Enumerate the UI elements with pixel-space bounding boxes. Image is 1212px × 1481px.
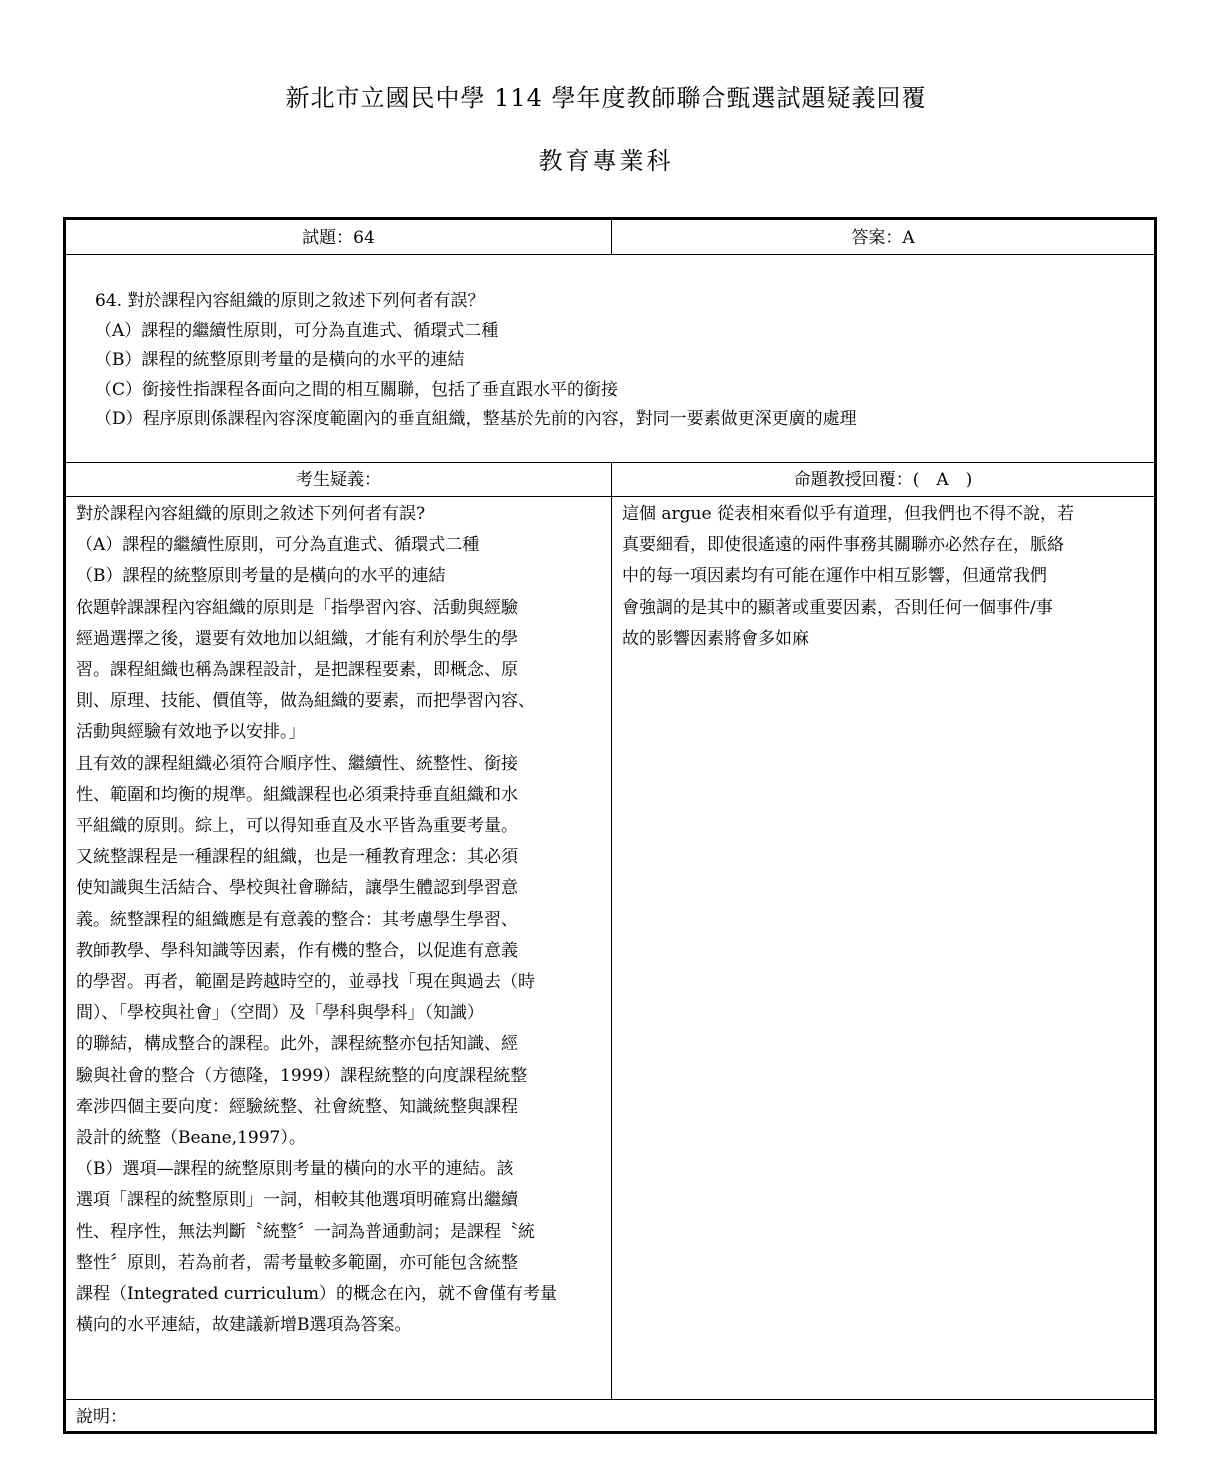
question-number: 試題：64	[302, 228, 375, 248]
reply-line: 中的每一項因素均有可能在運作中相互影響，但通常我們	[622, 566, 1047, 587]
row-divider	[66, 254, 1154, 255]
answer-key: 答案：A	[851, 228, 915, 248]
objection-line: （A）課程的繼續性原則，可分為直進式、循環式二種	[76, 535, 480, 556]
objection-line: 平組織的原則。綜上，可以得知垂直及水平皆為重要考量。	[76, 816, 518, 837]
objection-line: 性、範圍和均衡的規準。組織課程也必須秉持垂直組織和水	[76, 784, 518, 805]
row-divider	[66, 496, 1154, 497]
question-text	[95, 287, 857, 435]
reply-line: 會強調的是其中的顯著或重要因素，否則任何一個事件/事	[622, 597, 1053, 618]
objection-line: 間）、「學校與社會」（空間）及「學科與學科」（知識）	[76, 1003, 484, 1024]
question-option-d: （D）程序原則係課程內容深度範圍內的垂直組織，整基於先前的內容，對同一要素做更深更廣的處理	[95, 409, 857, 429]
objection-line: （B）課程的統整原則考量的是橫向的水平的連結	[76, 566, 446, 587]
response-table	[63, 217, 1157, 1434]
objection-line: 教師教學、學科知識等因素，作有機的整合，以促進有意義	[76, 940, 518, 961]
document-subtitle: 教育專業科	[538, 147, 674, 175]
objection-line: 活動與經驗有效地予以安排。」	[76, 722, 306, 743]
objection-line: 課程（Integrated curriculum）的概念在內，就不會僅有考量	[76, 1284, 558, 1305]
professor-reply-header: 命題教授回覆：( A )	[793, 470, 973, 490]
objection-line: 依題幹課課程內容組織的原則是「指學習內容、活動與經驗	[76, 597, 518, 618]
objection-line: （B）選項—課程的統整原則考量的橫向的水平的連結。該	[76, 1159, 514, 1180]
objection-line: 則、原理、技能、價值等，做為組織的要素，而把學習內容、	[76, 691, 535, 712]
professor-reply-text	[622, 499, 1152, 655]
document-title: 新北市立國民中學 114 學年度教師聯合甄選試題疑義回覆	[285, 84, 927, 112]
objection-line: 驗與社會的整合（方德隆，1999）課程統整的向度課程統整	[76, 1065, 528, 1086]
objection-line: 整性〞原則，若為前者，需考量較多範圍，亦可能包含統整	[76, 1252, 518, 1273]
reply-line: 這個 argue 從表相來看似乎有道理，但我們也不得不說，若	[622, 504, 1074, 524]
objection-line: 義。統整課程的組織應是有意義的整合：其考慮學生學習、	[76, 909, 518, 930]
row-divider	[66, 1399, 1154, 1400]
objection-line: 橫向的水平連結，故建議新增B選項為答案。	[76, 1315, 412, 1336]
objection-line: 牽涉四個主要向度：經驗統整、社會統整、知識統整與課程	[76, 1096, 518, 1117]
examinee-objection-text	[76, 499, 606, 1341]
row-divider	[66, 462, 1154, 463]
objection-line: 習。課程組織也稱為課程設計，是把課程要素，即概念、原	[76, 660, 518, 681]
explanation-label: 說明：	[76, 1407, 127, 1427]
objection-line: 性、程序性，無法判斷〝統整〞一詞為普通動詞；是課程〝統	[76, 1221, 535, 1242]
objection-line: 的學習。再者，範圍是跨越時空的，並尋找「現在與過去（時	[76, 972, 535, 993]
examinee-objection-header: 考生疑義：	[296, 470, 381, 490]
objection-line: 選項「課程的統整原則」一詞，相較其他選項明確寫出繼續	[76, 1190, 518, 1211]
reply-line: 真要細看，即使很遙遠的兩件事務其關聯亦必然存在，脈絡	[622, 535, 1064, 556]
objection-line: 使知識與生活結合、學校與社會聯結，讓學生體認到學習意	[76, 878, 518, 899]
question-option-c: （C）銜接性指課程各面向之間的相互關聯，包括了垂直跟水平的銜接	[95, 379, 619, 400]
question-option-a: （A）課程的繼續性原則，可分為直進式、循環式二種	[95, 320, 499, 341]
objection-line: 的聯結，構成整合的課程。此外，課程統整亦包括知識、經	[76, 1034, 518, 1055]
objection-line: 又統整課程是一種課程的組織，也是一種教育理念：其必須	[76, 847, 518, 868]
objection-line: 設計的統整（Beane,1997）。	[76, 1128, 306, 1149]
column-divider	[611, 462, 612, 1399]
question-stem: 64. 對於課程內容組織的原則之敘述下列何者有誤？	[95, 291, 485, 311]
question-option-b: （B）課程的統整原則考量的是橫向的水平的連結	[95, 350, 465, 370]
objection-line: 對於課程內容組織的原則之敘述下列何者有誤?	[76, 504, 426, 524]
reply-line: 故的影響因素將會多如麻	[622, 628, 809, 649]
objection-line: 經過選擇之後，還要有效地加以組織，才能有利於學生的學	[76, 628, 518, 649]
objection-line: 且有效的課程組織必須符合順序性、繼續性、統整性、銜接	[76, 753, 518, 774]
